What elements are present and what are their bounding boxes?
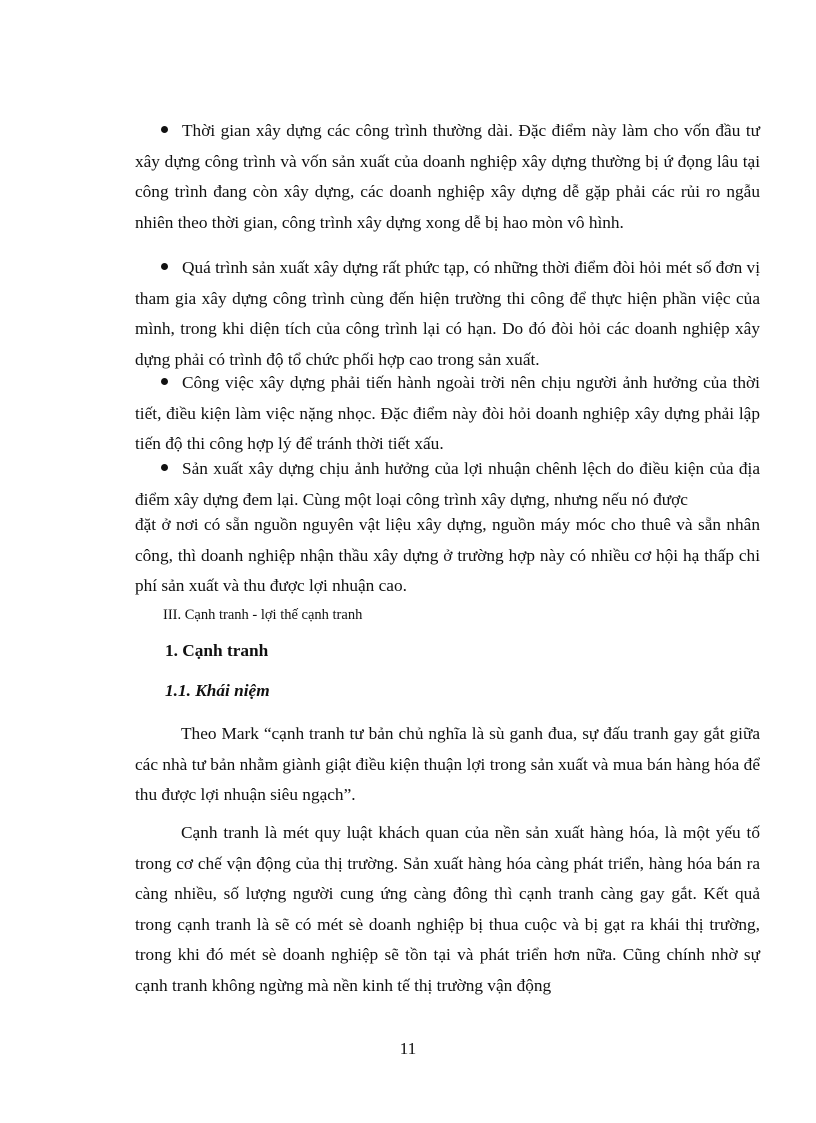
- bullet-icon: [161, 126, 168, 133]
- bullet-paragraph-1: [135, 116, 760, 238]
- subheading-concept: 1.1. Khái niệm: [165, 681, 270, 700]
- section-heading: III. Cạnh tranh - lợi thế cạnh tranh: [163, 607, 363, 623]
- bullet-paragraph-4: [135, 454, 760, 515]
- bullet-text-4: Sản xuất xây dựng chịu ảnh hưởng của lợi nhuận chênh lệch do điều kiện của địa điểm xây dựng đem lại. Cùng một loại công trình xây dựng, nhưng nếu nó được: [135, 459, 760, 509]
- bullet-icon: [161, 464, 168, 471]
- bullet-icon: [161, 263, 168, 270]
- bullet-paragraph-2: [135, 253, 760, 375]
- bullet-icon: [161, 378, 168, 385]
- bullet-text-1: Thời gian xây dựng các công trình thường dài. Đặc điểm này làm cho vốn đầu tư xây dựng công trình và vốn sản xuất của doanh nghiệp xây dựng thường bị ứ đọng lâu tại công trình đang còn xây dựng, các doanh nghiệp xây dựng dễ gặp phải các rủi ro ngẫu nhiên theo thời gian, công trình xây dựng xong dễ bị hao mòn vô hình.: [135, 121, 760, 232]
- bullet-paragraph-3: [135, 368, 760, 460]
- page-number: 11: [399, 1039, 417, 1058]
- bullet-text-2: Quá trình sản xuất xây dựng rất phức tạp, có những thời điểm đòi hỏi mét số đơn vị tham gia xây dựng công trình cùng đến hiện trường thi công để thực hiện phần việc của mình, trong khi diện tích của công trình lại có hạn. Do đó đòi hỏi các doanh nghiệp xây dựng phải có trình độ tổ chức phối hợp cao trong sản xuất.: [135, 258, 760, 369]
- bullet-text-3: Công việc xây dựng phải tiến hành ngoài trời nên chịu người ảnh hưởng của thời tiết, điều kiện làm việc nặng nhọc. Đặc điểm này đòi hỏi doanh nghiệp xây dựng phải lập tiến độ thi công hợp lý để tránh thời tiết xấu.: [135, 373, 760, 453]
- paragraph-competition-law: Cạnh tranh là mét quy luật khách quan của nền sản xuất hàng hóa, là một yếu tố trong cơ chế vận động của thị trường. Sản xuất hàng hóa càng phát triển, hàng hóa bán ra càng nhiều, số lượng người cung ứng càng đông thì cạnh tranh càng gay gắt. Kết quả trong cạnh tranh là sẽ có mét sè doanh nghiệp bị thua cuộc và bị gạt ra khái thị trường, trong khi đó mét sè doanh nghiệp sẽ tồn tại và phát triển hơn nữa. Cũng chính nhờ sự cạnh tranh không ngừng mà nền kinh tế thị trường vận động: [135, 823, 760, 995]
- subheading-competition: 1. Cạnh tranh: [165, 641, 269, 660]
- paragraph-mark-definition: Theo Mark “cạnh tranh tư bản chủ nghĩa là sù ganh đua, sự đấu tranh gay gắt giữa các nhà tư bản nhằm giành giật điều kiện thuận lợi trong sản xuất và mua bán hàng hóa để thu được lợi nhuận siêu ngạch”.: [135, 724, 760, 804]
- continuation-paragraph: đặt ở nơi có sẵn nguồn nguyên vật liệu xây dựng, nguồn máy móc cho thuê và sẵn nhân công, thì doanh nghiệp nhận thầu xây dựng ở trường hợp này có nhiều cơ hội hạ thấp chi phí sản xuất và thu được lợi nhuận cao.: [135, 515, 760, 595]
